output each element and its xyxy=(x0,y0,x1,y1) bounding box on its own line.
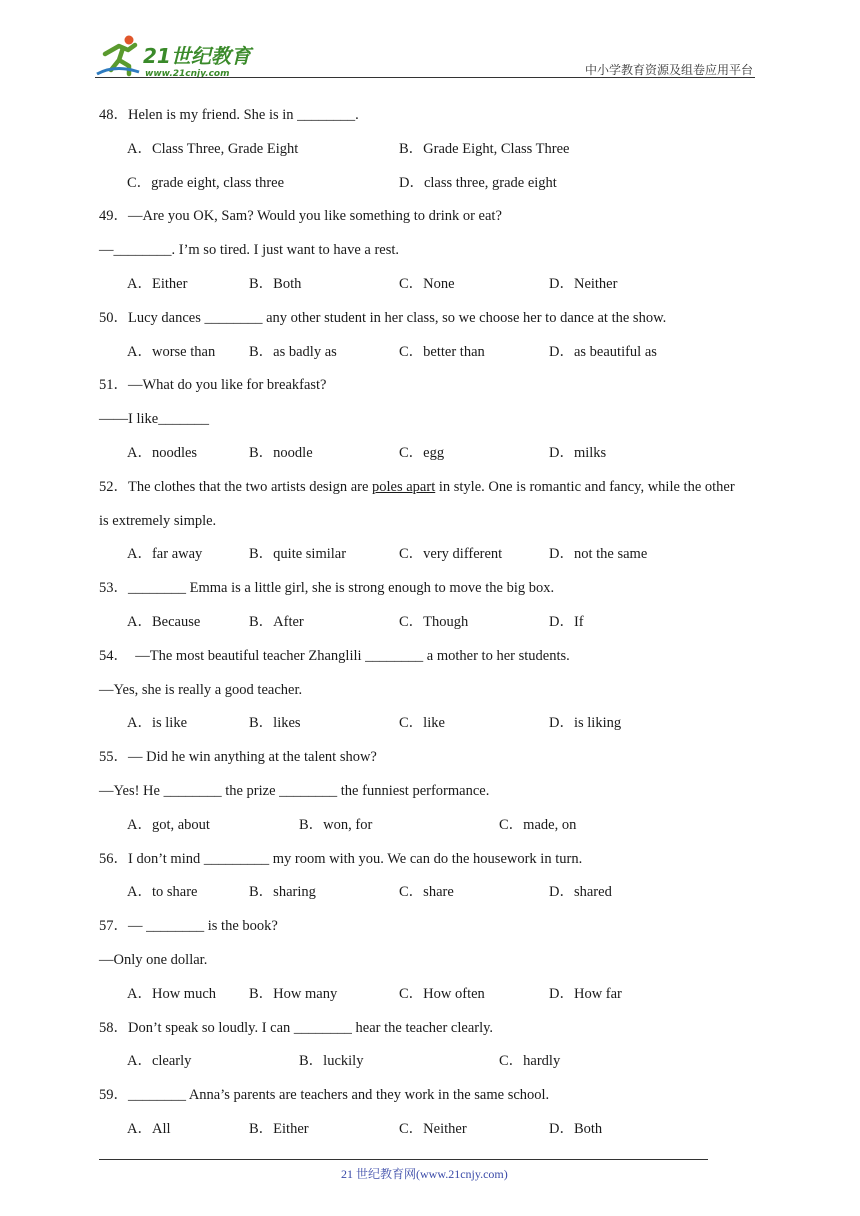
stem-text: 52．The clothes that the two artists design are xyxy=(99,479,373,495)
underlined-phrase: poles apart xyxy=(372,479,436,495)
question-stem: ——I like_______ xyxy=(99,411,209,427)
question-stem: —Yes! He ________ the prize ________ the funniest performance. xyxy=(99,783,490,799)
option: C．very different xyxy=(399,546,503,562)
question-stem: 59．________ Anna’s parents are teachers and they work in the same school. xyxy=(99,1087,550,1103)
option: C．hardly xyxy=(499,1053,561,1069)
option: C．Though xyxy=(399,614,469,630)
question-stem: 53．________ Emma is a little girl, she is strong enough to move the big box. xyxy=(99,580,555,596)
option: D．shared xyxy=(549,884,612,900)
option: A．worse than xyxy=(127,344,216,360)
option: A．Either xyxy=(127,276,188,292)
option: B．noodle xyxy=(249,445,313,461)
option: B．quite similar xyxy=(249,546,347,562)
option: B．luckily xyxy=(299,1053,364,1069)
logo xyxy=(95,34,265,78)
option: A．clearly xyxy=(127,1053,192,1069)
option: C．egg xyxy=(399,445,445,461)
question-stem: 50．Lucy dances ________ any other student in her class, so we choose her to dance at the show. xyxy=(99,310,667,326)
question-stem: —________. I’m so tired. I just want to have a rest. xyxy=(99,242,400,258)
option: B．as badly as xyxy=(249,344,337,360)
question-stem: 49．—Are you OK, Sam? Would you like something to drink or eat? xyxy=(99,208,502,224)
question-stem: 55．— Did he win anything at the talent show? xyxy=(99,749,377,765)
option: D．class three, grade eight xyxy=(399,175,557,191)
option: A．to share xyxy=(127,884,198,900)
page-header xyxy=(95,30,755,80)
option: C．grade eight, class three xyxy=(127,175,285,191)
option: A．far away xyxy=(127,546,203,562)
site-name: 中小学教育资源及组卷应用平台 xyxy=(584,63,753,77)
option: B．Grade Eight, Class Three xyxy=(399,141,570,157)
option: D．If xyxy=(549,614,584,630)
option: A．is like xyxy=(127,715,188,731)
logo-text: 21世纪教育 xyxy=(143,44,251,68)
question-stem: 58．Don’t speak so loudly. I can ________ hear the teacher clearly. xyxy=(99,1020,494,1036)
running-figure-icon xyxy=(97,36,139,75)
option: B．After xyxy=(249,614,304,630)
footer-divider xyxy=(99,1159,708,1160)
option: C．How often xyxy=(399,986,485,1002)
option: C．Neither xyxy=(399,1121,467,1137)
option: C．like xyxy=(399,715,445,731)
question-stem: —Only one dollar. xyxy=(99,952,208,968)
option: D．is liking xyxy=(549,715,622,731)
option: B．likes xyxy=(249,715,301,731)
question-stem: 56．I don’t mind _________ my room with you. We can do the housework in turn. xyxy=(99,851,583,867)
option: C．made, on xyxy=(499,817,577,833)
option: D．as beautiful as xyxy=(549,344,657,360)
question-stem: —Yes, she is really a good teacher. xyxy=(99,682,303,698)
option: B．Both xyxy=(249,276,302,292)
option: D．milks xyxy=(549,445,607,461)
option: A．noodles xyxy=(127,445,198,461)
question-stem: 54． —The most beautiful teacher Zhanglili ________ a mother to her students. xyxy=(99,648,570,664)
logo-url-text: www.21cnjy.com xyxy=(145,69,230,78)
option: D．How far xyxy=(549,986,622,1002)
option: C．better than xyxy=(399,344,485,360)
option: D．Both xyxy=(549,1121,603,1137)
option: A．How much xyxy=(127,986,217,1002)
option: A．got, about xyxy=(127,817,210,833)
option: C．None xyxy=(399,276,455,292)
option: B．How many xyxy=(249,986,338,1002)
option: D．Neither xyxy=(549,276,618,292)
option: C．share xyxy=(399,884,454,900)
question-stem xyxy=(99,477,735,497)
option: B．Either xyxy=(249,1121,309,1137)
option: A．Class Three, Grade Eight xyxy=(127,141,299,157)
option: A．All xyxy=(127,1121,171,1137)
option: D．not the same xyxy=(549,546,648,562)
question-stem: 48．Helen is my friend. She is in ________. xyxy=(99,107,359,123)
question-stem: is extremely simple. xyxy=(99,513,217,529)
question-stem: 51．—What do you like for breakfast? xyxy=(99,377,327,393)
question-stem: 57．— ________ is the book? xyxy=(99,918,278,934)
option: B．won, for xyxy=(299,817,373,833)
header-divider xyxy=(95,77,755,78)
footer-text[interactable]: 21 世纪教育网(www.21cnjy.com) xyxy=(341,1167,508,1181)
stem-text: in style. One is romantic and fancy, while the other xyxy=(435,479,735,495)
option: A．Because xyxy=(127,614,201,630)
option: B．sharing xyxy=(249,884,316,900)
